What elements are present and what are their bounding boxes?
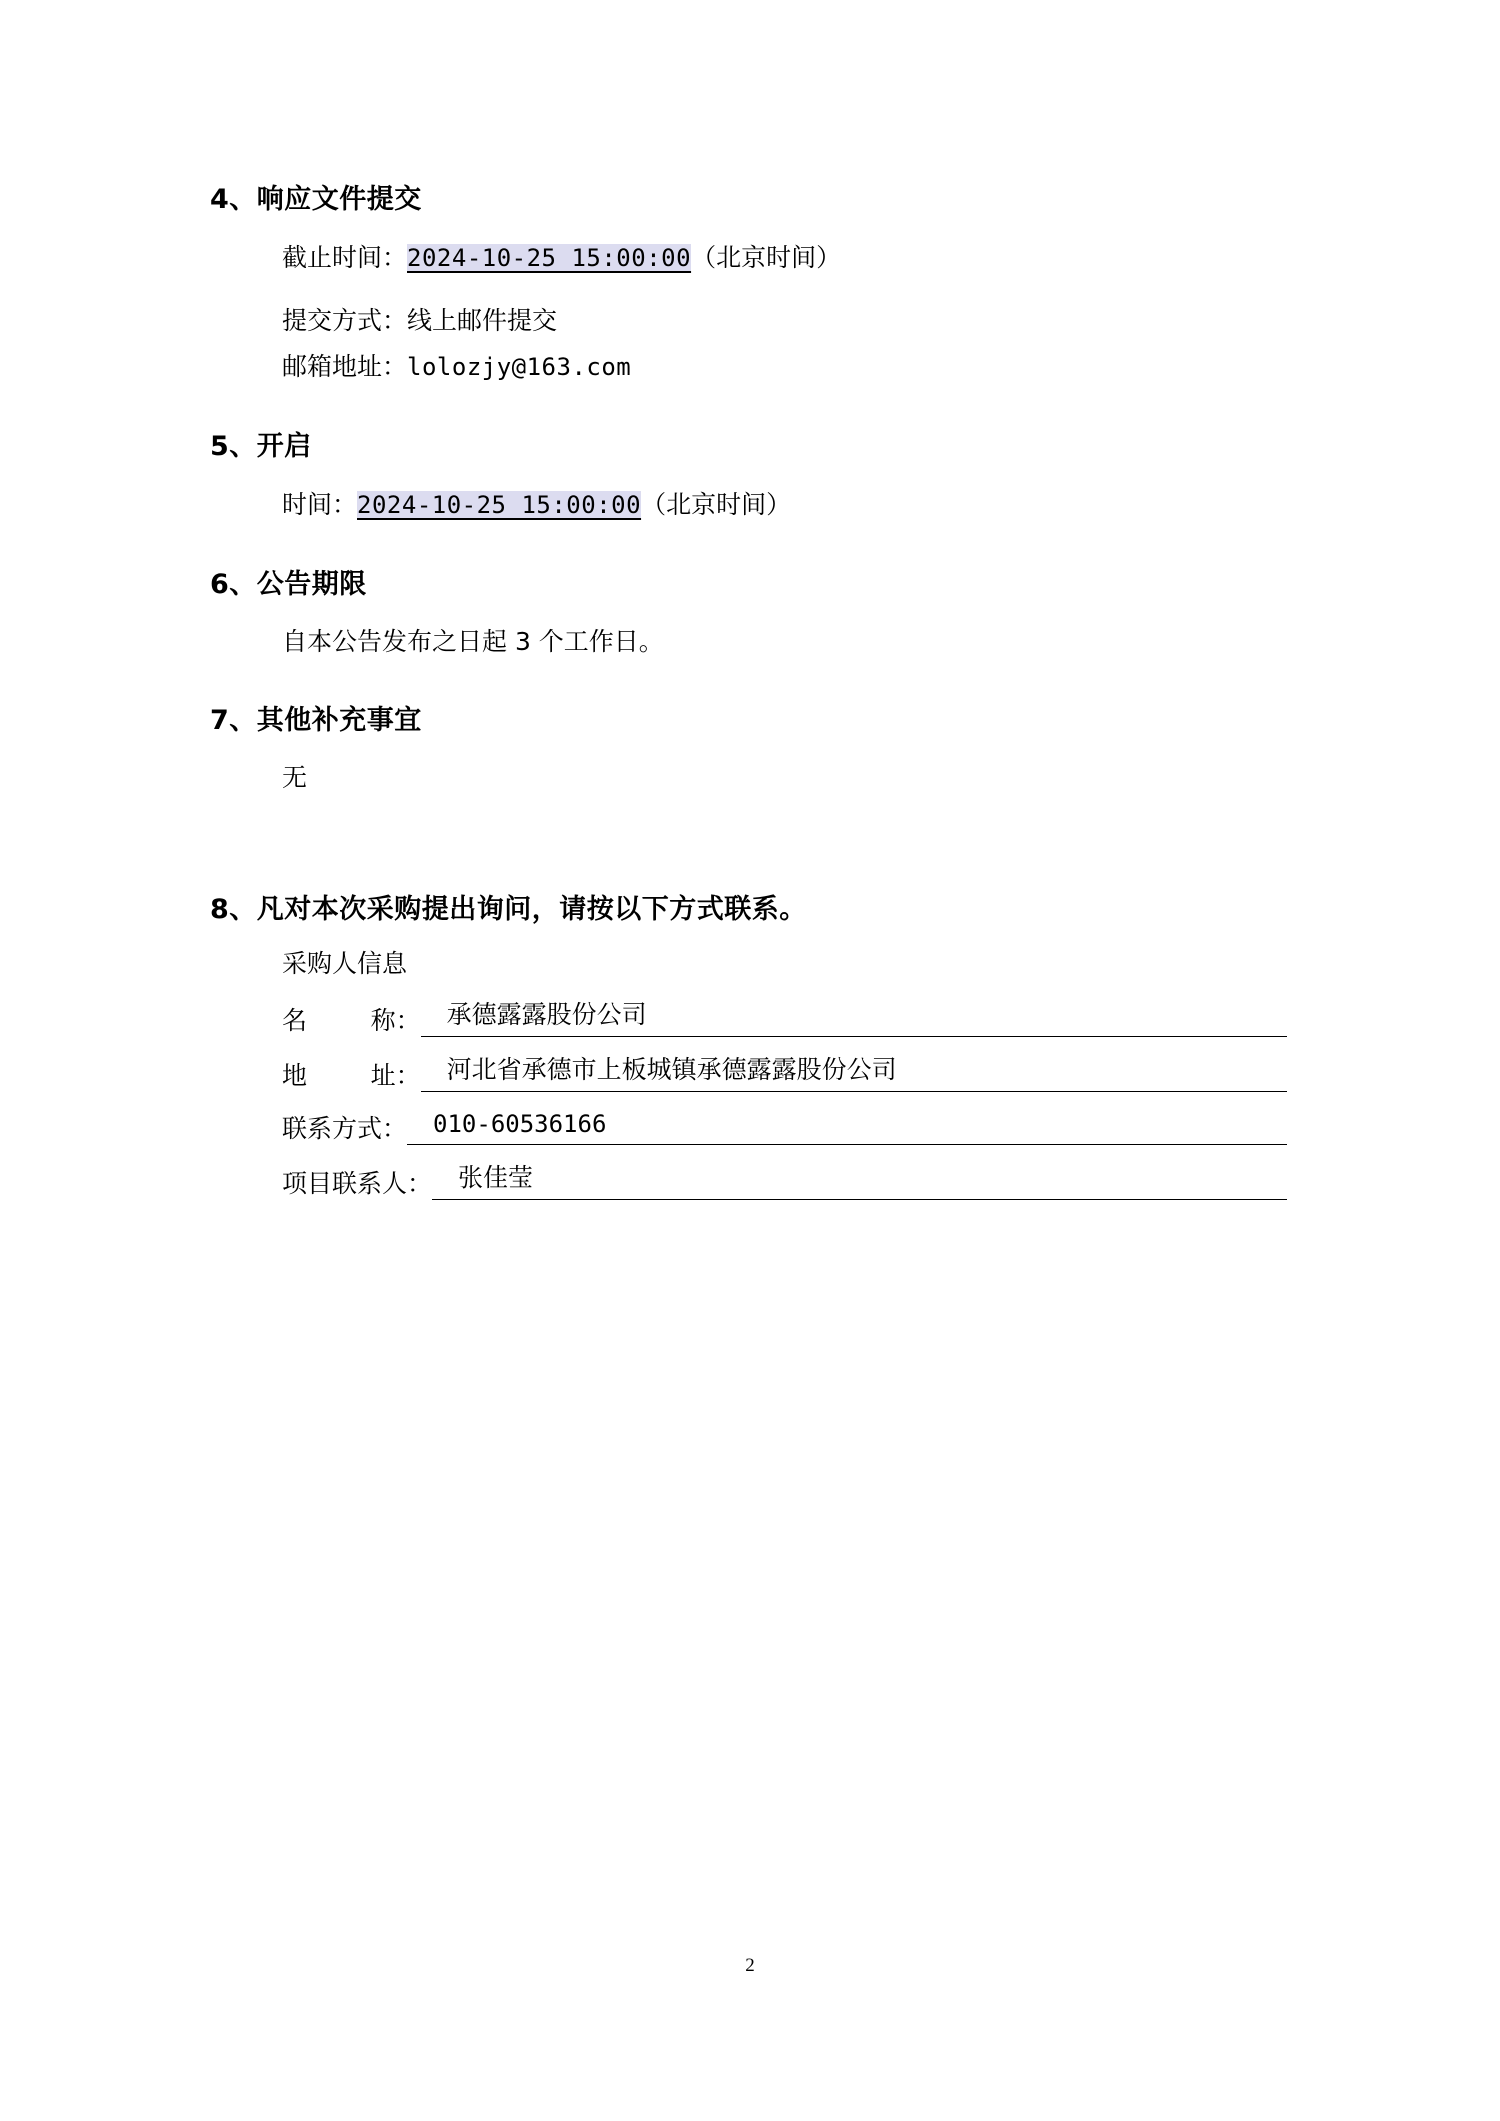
section-7-body <box>282 756 1310 800</box>
section-8-number: 8、 <box>210 893 257 925</box>
section-6-body <box>282 620 1310 664</box>
contact-block-title: 采购人信息 <box>282 949 408 978</box>
section-5-body <box>282 482 1310 528</box>
contact-person-value: 张佳莹 <box>432 1161 1287 1200</box>
contact-block <box>282 944 1310 1200</box>
contact-address-value: 河北省承德市上板城镇承德露露股份公司 <box>421 1053 1287 1092</box>
deadline-label: 截止时间： <box>282 242 408 272</box>
submission-method-value: 线上邮件提交 <box>407 306 558 335</box>
section-7-title: 其他补充事宜 <box>256 705 422 737</box>
contact-field-phone <box>282 1108 1287 1145</box>
section-6-number: 6、 <box>210 569 257 600</box>
deadline-value: 2024-10-25 15:00:00 <box>407 243 692 272</box>
deadline-row <box>282 235 1310 281</box>
contact-phone-value: 010-60536166 <box>407 1108 1287 1145</box>
contact-name-value: 承德露露股份公司 <box>421 998 1287 1037</box>
opening-time-value: 2024-10-25 15:00:00 <box>357 490 642 519</box>
email-label: 邮箱地址： <box>282 351 408 381</box>
page-number: 2 <box>745 1955 755 1976</box>
contact-field-address <box>282 1053 1287 1092</box>
section-4-body <box>282 235 1310 390</box>
section-8-title: 凡对本次采购提出询问，请按以下方式联系。 <box>256 893 807 925</box>
section-5-title: 开启 <box>256 431 312 462</box>
submission-method-label: 提交方式： <box>282 306 408 335</box>
contact-name-label: 名 称： <box>282 1005 421 1035</box>
submission-method-row <box>282 298 1310 344</box>
section-4-title: 响应文件提交 <box>256 184 422 215</box>
contact-field-person <box>282 1161 1287 1200</box>
section-5-number: 5、 <box>210 431 257 462</box>
opening-time-suffix: （北京时间） <box>641 489 792 519</box>
section-response-submission <box>210 180 1310 389</box>
section-7-heading <box>210 701 1310 742</box>
section-4-heading <box>210 180 1310 221</box>
contact-address-label: 地 址： <box>282 1060 421 1090</box>
section-opening <box>210 427 1310 527</box>
section-other-matters <box>210 701 1310 799</box>
contact-phone-label: 联系方式： <box>282 1113 408 1143</box>
section-4-number: 4、 <box>210 184 257 215</box>
section-contact <box>210 890 1310 1200</box>
email-row <box>282 344 1310 390</box>
email-value: lolozjy@163.com <box>407 352 632 381</box>
section-announcement-period <box>210 565 1310 663</box>
section-6-title: 公告期限 <box>256 569 367 600</box>
section-6-heading <box>210 565 1310 606</box>
section-5-heading <box>210 427 1310 468</box>
deadline-suffix: （北京时间） <box>691 242 842 272</box>
opening-time-label: 时间： <box>282 489 358 519</box>
opening-time-row <box>282 482 1310 528</box>
section-8-heading <box>210 890 1310 931</box>
section-7-number: 7、 <box>210 705 257 737</box>
document-content <box>210 180 1310 1238</box>
other-matters-text: 无 <box>282 762 308 792</box>
contact-field-name <box>282 998 1287 1037</box>
announcement-period-text: 自本公告发布之日起 3 个工作日。 <box>282 626 664 656</box>
contact-person-label: 项目联系人： <box>282 1168 433 1198</box>
